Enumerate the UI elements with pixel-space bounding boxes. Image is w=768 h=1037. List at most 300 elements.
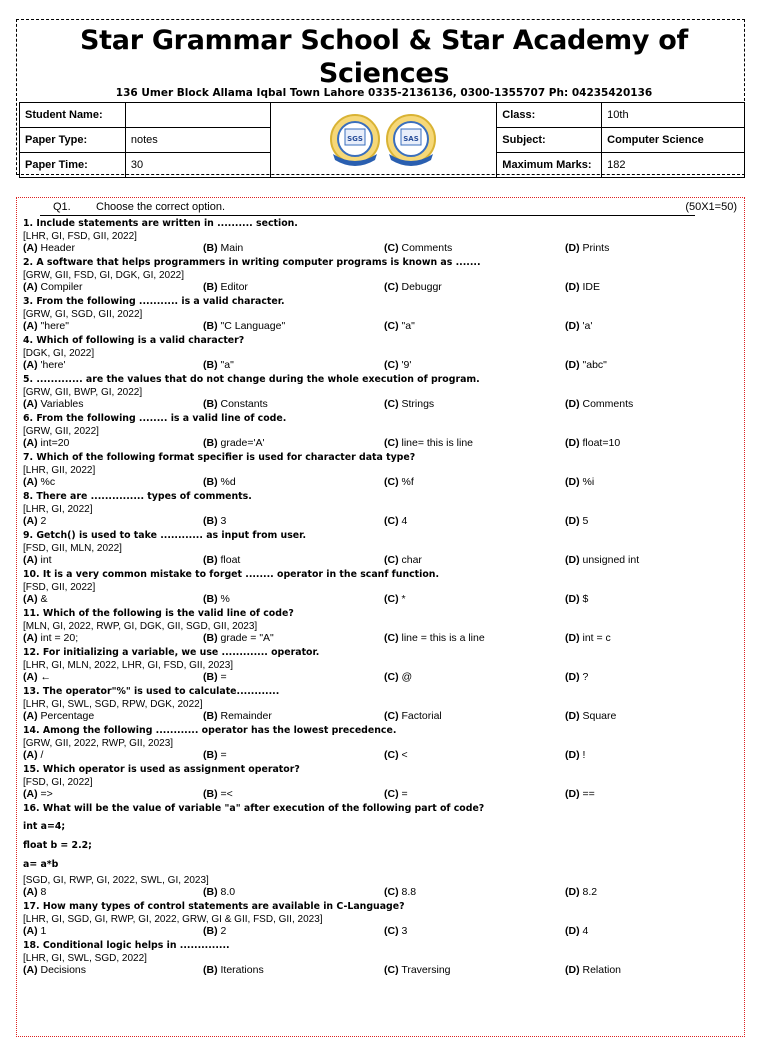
section-number: Q1. xyxy=(53,201,71,213)
code-line: float b = 2.2; xyxy=(23,840,92,851)
option-letter: (A) xyxy=(23,515,38,527)
section-instruction: Choose the correct option. xyxy=(96,201,226,213)
question-stem: 15. Which operator is used as assignment operator? xyxy=(23,764,300,775)
class-value: 10th xyxy=(602,103,745,128)
option-a[interactable] xyxy=(23,320,69,333)
option-letter: (C) xyxy=(384,242,399,254)
sas-logo-icon xyxy=(387,115,435,166)
option-text: 8.8 xyxy=(401,886,417,898)
option-letter: (B) xyxy=(203,964,218,976)
board-reference: [GRW, GII, 2022] xyxy=(23,426,99,437)
student-name-label: Student Name: xyxy=(20,103,126,128)
option-letter: (B) xyxy=(203,749,218,761)
option-text: Relation xyxy=(582,964,622,976)
max-marks-label: Maximum Marks: xyxy=(497,153,602,178)
option-c[interactable] xyxy=(384,593,406,606)
option-a[interactable] xyxy=(23,398,84,411)
option-text: char xyxy=(401,554,422,566)
option-letter: (C) xyxy=(384,398,399,410)
option-text: int = c xyxy=(582,632,611,644)
option-b[interactable] xyxy=(203,886,235,899)
option-letter: (B) xyxy=(203,710,218,722)
option-a[interactable] xyxy=(23,437,69,450)
question-10 xyxy=(23,568,738,606)
option-text: grade='A' xyxy=(220,437,265,449)
question-stem: 9. Getch() is used to take ............ as input from user. xyxy=(23,530,307,541)
option-text: Remainder xyxy=(220,710,272,722)
board-reference: [FSD, GI, 2022] xyxy=(23,777,93,788)
option-letter: (B) xyxy=(203,886,218,898)
option-letter: (D) xyxy=(565,749,580,761)
option-c[interactable] xyxy=(384,320,415,333)
option-letter: (C) xyxy=(384,749,399,761)
option-letter: (A) xyxy=(23,398,38,410)
option-a[interactable] xyxy=(23,925,46,938)
option-letter: (C) xyxy=(384,320,399,332)
option-a[interactable] xyxy=(23,515,46,528)
option-letter: (C) xyxy=(384,593,399,605)
option-text: / xyxy=(40,749,44,761)
options-row xyxy=(23,554,738,567)
option-c[interactable] xyxy=(384,281,442,294)
option-text: "a" xyxy=(220,359,234,371)
options-row xyxy=(23,437,738,450)
option-text: Main xyxy=(220,242,244,254)
option-letter: (D) xyxy=(565,671,580,683)
option-a[interactable] xyxy=(23,710,94,723)
option-text: int=20 xyxy=(40,437,70,449)
board-reference: [GRW, GII, FSD, GI, DGK, GI, 2022] xyxy=(23,270,184,281)
option-d[interactable] xyxy=(565,515,588,528)
paper-time-value: 30 xyxy=(125,153,270,178)
option-letter: (C) xyxy=(384,788,399,800)
question-stem: 14. Among the following ............ operator has the lowest precedence. xyxy=(23,725,397,736)
question-17 xyxy=(23,900,738,938)
options-row xyxy=(23,515,738,528)
option-c[interactable] xyxy=(384,788,408,801)
option-b[interactable] xyxy=(203,359,234,372)
code-line: a= a*b xyxy=(23,859,59,870)
option-letter: (C) xyxy=(384,886,399,898)
sas-logo-text: SAS xyxy=(403,134,420,143)
option-text: '9' xyxy=(401,359,412,371)
option-text: & xyxy=(40,593,48,605)
option-letter: (A) xyxy=(23,710,38,722)
option-text: $ xyxy=(582,593,589,605)
max-marks-value: 182 xyxy=(602,153,745,178)
question-stem: 7. Which of the following format specifier is used for character data type? xyxy=(23,452,416,463)
board-reference: [DGK, GI, 2022] xyxy=(23,348,95,359)
question-4 xyxy=(23,334,738,372)
option-text: 8.2 xyxy=(582,886,598,898)
board-reference: [LHR, GI, FSD, GII, 2022] xyxy=(23,231,137,242)
option-b[interactable] xyxy=(203,320,285,333)
class-label: Class: xyxy=(497,103,602,128)
option-c[interactable] xyxy=(384,886,416,899)
options-row xyxy=(23,632,738,645)
board-reference: [FSD, GII, 2022] xyxy=(23,582,96,593)
paper-type-value: notes xyxy=(125,128,270,153)
option-d[interactable] xyxy=(565,671,588,684)
option-b[interactable] xyxy=(203,242,243,255)
option-c[interactable] xyxy=(384,554,422,567)
option-text: ← xyxy=(40,671,51,683)
option-text: Factorial xyxy=(401,710,442,722)
option-letter: (C) xyxy=(384,964,399,976)
paper-type-label: Paper Type: xyxy=(20,128,126,153)
option-d[interactable] xyxy=(565,788,595,801)
option-c[interactable] xyxy=(384,925,407,938)
option-d[interactable] xyxy=(565,964,621,977)
option-text: "C Language" xyxy=(220,320,286,332)
paper-time-label: Paper Time: xyxy=(20,153,126,178)
section-marks: (50X1=50) xyxy=(685,201,737,213)
option-text: Square xyxy=(582,710,617,722)
option-letter: (A) xyxy=(23,359,38,371)
option-letter: (A) xyxy=(23,281,38,293)
question-7 xyxy=(23,451,738,489)
option-text: = xyxy=(401,788,408,800)
question-11 xyxy=(23,607,738,645)
school-address: 136 Umer Block Allama Iqbal Town Lahore 0335-2136136, 0300-1355707 Ph: 04235420136 xyxy=(115,87,653,99)
board-reference: [GRW, GI, SGD, GII, 2022] xyxy=(23,309,143,320)
option-letter: (C) xyxy=(384,281,399,293)
option-d[interactable] xyxy=(565,242,609,255)
question-stem: 5. ............. are the values that do not change during the whole execution of program. xyxy=(23,374,480,385)
option-text: Strings xyxy=(401,398,435,410)
board-reference: [FSD, GII, MLN, 2022] xyxy=(23,543,122,554)
option-b[interactable] xyxy=(203,398,268,411)
option-letter: (A) xyxy=(23,242,38,254)
option-text: Decisions xyxy=(40,964,87,976)
option-text: % xyxy=(220,593,230,605)
option-d[interactable] xyxy=(565,359,607,372)
option-text: "abc" xyxy=(582,359,607,371)
option-b[interactable] xyxy=(203,515,226,528)
options-row xyxy=(23,593,738,606)
student-name-value[interactable] xyxy=(125,103,270,128)
option-text: = xyxy=(220,671,227,683)
option-c[interactable] xyxy=(384,476,414,489)
option-letter: (B) xyxy=(203,925,218,937)
option-letter: (A) xyxy=(23,886,38,898)
sgs-logo-icon xyxy=(331,115,379,166)
board-reference: [MLN, GI, 2022, RWP, GI, DGK, GII, SGD, GII, 2023] xyxy=(23,621,258,632)
options-row xyxy=(23,398,738,411)
option-text: 4 xyxy=(401,515,408,527)
option-text: IDE xyxy=(582,281,601,293)
option-letter: (A) xyxy=(23,593,38,605)
option-text: 3 xyxy=(220,515,227,527)
sgs-logo-text: SGS xyxy=(347,134,364,143)
options-row xyxy=(23,749,738,762)
option-text: "here" xyxy=(40,320,69,332)
option-c[interactable] xyxy=(384,359,411,372)
option-c[interactable] xyxy=(384,515,407,528)
option-b[interactable] xyxy=(203,632,274,645)
question-8 xyxy=(23,490,738,528)
option-letter: (D) xyxy=(565,964,580,976)
option-text: 4 xyxy=(582,925,589,937)
option-d[interactable] xyxy=(565,749,585,762)
option-letter: (C) xyxy=(384,632,399,644)
option-text: => xyxy=(40,788,53,800)
question-6 xyxy=(23,412,738,450)
option-letter: (A) xyxy=(23,671,38,683)
board-reference: [SGD, GI, RWP, GI, 2022, SWL, GI, 2023] xyxy=(23,875,209,886)
option-letter: (A) xyxy=(23,925,38,937)
subject-value: Computer Science xyxy=(602,128,745,153)
section-header xyxy=(20,201,744,213)
option-letter: (B) xyxy=(203,242,218,254)
board-reference: [LHR, GII, 2022] xyxy=(23,465,96,476)
option-c[interactable] xyxy=(384,437,473,450)
option-text: 8.0 xyxy=(220,886,236,898)
option-letter: (B) xyxy=(203,632,218,644)
option-text: 'here' xyxy=(40,359,66,371)
option-letter: (C) xyxy=(384,710,399,722)
question-16 xyxy=(23,802,738,899)
option-c[interactable] xyxy=(384,671,412,684)
options-row xyxy=(23,476,738,489)
question-stem: 13. The operator"%" is used to calculate............ xyxy=(23,686,280,697)
question-stem: 4. Which of following is a valid character? xyxy=(23,335,245,346)
option-a[interactable] xyxy=(23,554,52,567)
option-d[interactable] xyxy=(565,710,616,723)
option-d[interactable] xyxy=(565,886,597,899)
option-letter: (B) xyxy=(203,476,218,488)
question-18 xyxy=(23,939,738,977)
option-text: line = this is a line xyxy=(401,632,485,644)
option-text: ? xyxy=(582,671,589,683)
option-text: Variables xyxy=(40,398,84,410)
option-b[interactable] xyxy=(203,788,233,801)
option-letter: (B) xyxy=(203,281,218,293)
subject-label: Subject: xyxy=(497,128,602,153)
option-d[interactable] xyxy=(565,398,633,411)
option-b[interactable] xyxy=(203,476,236,489)
option-letter: (A) xyxy=(23,788,38,800)
options-row xyxy=(23,925,738,938)
option-d[interactable] xyxy=(565,437,620,450)
option-letter: (D) xyxy=(565,593,580,605)
option-b[interactable] xyxy=(203,749,227,762)
option-text: grade = "A" xyxy=(220,632,274,644)
option-text: %d xyxy=(220,476,236,488)
option-text: ! xyxy=(582,749,586,761)
question-stem: 8. There are ............... types of comments. xyxy=(23,491,252,502)
option-text: Iterations xyxy=(220,964,264,976)
option-c[interactable] xyxy=(384,242,452,255)
board-reference: [LHR, GI, 2022] xyxy=(23,504,93,515)
option-d[interactable] xyxy=(565,593,588,606)
option-letter: (B) xyxy=(203,437,218,449)
option-b[interactable] xyxy=(203,281,248,294)
option-d[interactable] xyxy=(565,554,639,567)
options-row xyxy=(23,359,738,372)
option-letter: (D) xyxy=(565,437,580,449)
question-12 xyxy=(23,646,738,684)
option-a[interactable] xyxy=(23,359,66,372)
option-letter: (A) xyxy=(23,964,38,976)
option-letter: (D) xyxy=(565,476,580,488)
option-letter: (B) xyxy=(203,515,218,527)
option-letter: (D) xyxy=(565,632,580,644)
option-text: line= this is line xyxy=(401,437,473,449)
option-a[interactable] xyxy=(23,671,51,684)
question-stem: 16. What will be the value of variable "a" after execution of the following part of code? xyxy=(23,803,485,814)
option-letter: (C) xyxy=(384,476,399,488)
question-9 xyxy=(23,529,738,567)
board-reference: [GRW, GII, 2022, RWP, GII, 2023] xyxy=(23,738,174,749)
option-letter: (B) xyxy=(203,671,218,683)
question-1 xyxy=(23,217,738,255)
option-text: Comments xyxy=(401,242,453,254)
question-2 xyxy=(23,256,738,294)
option-text: * xyxy=(401,593,406,605)
option-a[interactable] xyxy=(23,476,55,489)
option-text: Percentage xyxy=(40,710,95,722)
option-letter: (B) xyxy=(203,320,218,332)
option-text: 8 xyxy=(40,886,47,898)
question-15 xyxy=(23,763,738,801)
option-a[interactable] xyxy=(23,281,83,294)
option-d[interactable] xyxy=(565,632,611,645)
board-reference: [LHR, GI, SGD, GI, RWP, GI, 2022, GRW, GI & GII, FSD, GII, 2023] xyxy=(23,914,323,925)
option-text: 2 xyxy=(40,515,47,527)
option-a[interactable] xyxy=(23,749,43,762)
option-text: unsigned int xyxy=(582,554,640,566)
question-stem: 18. Conditional logic helps in .............. xyxy=(23,940,230,951)
board-reference: [GRW, GII, BWP, GI, 2022] xyxy=(23,387,143,398)
option-letter: (A) xyxy=(23,437,38,449)
option-text: =< xyxy=(220,788,233,800)
option-text: Constants xyxy=(220,398,268,410)
code-line: int a=4; xyxy=(23,821,66,832)
options-row xyxy=(23,281,738,294)
question-14 xyxy=(23,724,738,762)
option-a[interactable] xyxy=(23,788,53,801)
question-5 xyxy=(23,373,738,411)
board-reference: [LHR, GI, MLN, 2022, LHR, GI, FSD, GII, 2023] xyxy=(23,660,234,671)
option-b[interactable] xyxy=(203,925,226,938)
option-d[interactable] xyxy=(565,476,594,489)
option-b[interactable] xyxy=(203,710,272,723)
option-letter: (C) xyxy=(384,671,399,683)
option-letter: (A) xyxy=(23,554,38,566)
option-letter: (D) xyxy=(565,515,580,527)
option-letter: (D) xyxy=(565,925,580,937)
option-letter: (C) xyxy=(384,925,399,937)
option-text: int = 20; xyxy=(40,632,79,644)
options-row xyxy=(23,886,738,899)
option-letter: (A) xyxy=(23,320,38,332)
option-text: = xyxy=(220,749,227,761)
option-a[interactable] xyxy=(23,964,86,977)
option-text: Traversing xyxy=(401,964,451,976)
option-text: @ xyxy=(401,671,413,683)
option-d[interactable] xyxy=(565,320,592,333)
option-text: %f xyxy=(401,476,414,488)
option-letter: (A) xyxy=(23,632,38,644)
option-d[interactable] xyxy=(565,925,588,938)
option-text: Compiler xyxy=(40,281,83,293)
option-b[interactable] xyxy=(203,437,265,450)
option-text: float=10 xyxy=(582,437,621,449)
option-letter: (D) xyxy=(565,788,580,800)
option-d[interactable] xyxy=(565,281,600,294)
option-c[interactable] xyxy=(384,749,408,762)
option-b[interactable] xyxy=(203,554,240,567)
option-text: %i xyxy=(582,476,595,488)
option-c[interactable] xyxy=(384,398,434,411)
option-letter: (B) xyxy=(203,398,218,410)
option-letter: (A) xyxy=(23,476,38,488)
option-letter: (A) xyxy=(23,749,38,761)
option-letter: (D) xyxy=(565,554,580,566)
option-text: int xyxy=(40,554,52,566)
option-letter: (D) xyxy=(565,398,580,410)
option-letter: (B) xyxy=(203,554,218,566)
option-text: "a" xyxy=(401,320,415,332)
option-text: 2 xyxy=(220,925,227,937)
question-stem: 1. Include statements are written in .......... section. xyxy=(23,218,298,229)
option-text: Prints xyxy=(582,242,610,254)
options-row xyxy=(23,710,738,723)
option-text: 5 xyxy=(582,515,589,527)
board-reference: [LHR, GI, SWL, SGD, 2022] xyxy=(23,953,147,964)
options-row xyxy=(23,788,738,801)
option-text: == xyxy=(582,788,595,800)
board-reference: [LHR, GI, SWL, SGD, RPW, DGK, 2022] xyxy=(23,699,203,710)
option-letter: (D) xyxy=(565,320,580,332)
question-stem: 17. How many types of control statements are available in C-Language? xyxy=(23,901,405,912)
option-a[interactable] xyxy=(23,593,48,606)
question-stem: 3. From the following ........... is a valid character. xyxy=(23,296,285,307)
school-name: Star Grammar School & Star Academy of Sciences xyxy=(80,25,688,89)
option-b[interactable] xyxy=(203,593,230,606)
question-3 xyxy=(23,295,738,333)
question-stem: 11. Which of the following is the valid line of code? xyxy=(23,608,294,619)
options-row xyxy=(23,671,738,684)
option-c[interactable] xyxy=(384,710,442,723)
question-list xyxy=(23,216,738,977)
option-b[interactable] xyxy=(203,671,227,684)
option-text: float xyxy=(220,554,241,566)
option-a[interactable] xyxy=(23,242,75,255)
options-row xyxy=(23,964,738,977)
option-letter: (C) xyxy=(384,515,399,527)
option-letter: (B) xyxy=(203,359,218,371)
option-letter: (B) xyxy=(203,593,218,605)
option-text: < xyxy=(401,749,408,761)
option-text: Editor xyxy=(220,281,248,293)
option-letter: (D) xyxy=(565,886,580,898)
option-text: 1 xyxy=(40,925,47,937)
option-c[interactable] xyxy=(384,632,485,645)
options-row xyxy=(23,242,738,255)
school-logos xyxy=(323,106,443,172)
question-stem: 6. From the following ........ is a valid line of code. xyxy=(23,413,287,424)
question-stem: 12. For initializing a variable, we use ............. operator. xyxy=(23,647,320,658)
option-c[interactable] xyxy=(384,964,451,977)
option-a[interactable] xyxy=(23,632,78,645)
option-b[interactable] xyxy=(203,964,264,977)
option-letter: (D) xyxy=(565,242,580,254)
option-text: %c xyxy=(40,476,56,488)
option-a[interactable] xyxy=(23,886,46,899)
question-13 xyxy=(23,685,738,723)
